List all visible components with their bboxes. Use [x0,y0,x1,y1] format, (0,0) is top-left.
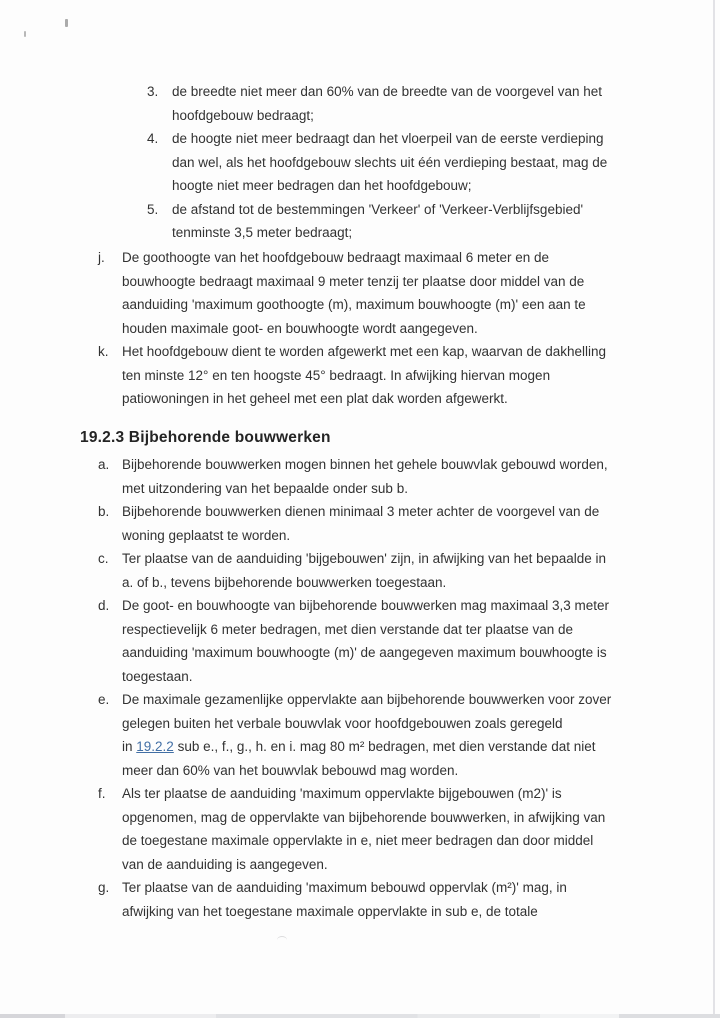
list-item [98,876,611,923]
text-line: patiowoningen in het geheel met een plat dak worden afgewerkt. [122,391,508,406]
text-line: De goot- en bouwhoogte van bijbehorende bouwwerken mag maximaal 3,3 meter [122,598,610,613]
text-line: Als ter plaatse de aanduiding 'maximum oppervlakte bijgebouwen (m2)' is [122,786,562,801]
item-marker: d. [98,598,110,613]
list-item [98,782,611,876]
text-line: hoogte niet meer bedragen dan het hoofdgebouw; [172,178,472,193]
item-marker: j. [98,250,105,265]
text-line: hoofdgebouw bedraagt; [172,107,314,123]
text-line: Ter plaatse van de aanduiding 'bijgebouwen' zijn, in afwijking van het bepaalde in [122,551,606,566]
list-item [147,80,607,127]
text-line: meer dan 60% van het bouwvlak bebouwd mag worden. [122,762,459,778]
text-line: tenminste 3,5 meter bedraagt; [172,225,353,240]
text-line: de breedte niet meer dan 60% van de breedte van de voorgevel van het [172,84,603,99]
item-marker: 3. [147,84,159,99]
item-text [122,876,611,923]
item-marker: f. [98,786,106,801]
text-line: gelegen buiten het verbale bouwvlak voor hoofdgebouwen zoals geregeld [122,715,563,731]
page-scan-bottom-shadow [0,1014,720,1018]
lettered-list-ag [98,453,611,923]
page-scan-edge-line [713,0,715,1018]
text-line: aanduiding 'maximum goothoogte (m), maximum bouwhoogte (m)' een aan te [122,297,586,312]
item-marker: c. [98,551,109,566]
text-line: Het hoofdgebouw dient te worden afgewerkt met een kap, waarvan de dakhelling [122,344,607,359]
item-text [122,547,611,594]
item-text [122,594,611,688]
list-item [147,127,607,198]
item-text [172,127,607,198]
list-item [98,340,606,411]
item-text [172,198,607,245]
list-item [147,198,607,245]
text-line: de afstand tot de bestemmingen 'Verkeer' of 'Verkeer-Verblijfsgebied' [172,201,584,217]
list-item [98,453,611,500]
text-line: De goothoogte van het hoofdgebouw bedraagt maximaal 6 meter en de [122,250,550,265]
text-line: bouwhoogte bedraagt maximaal 9 meter tenzij ter plaatse door middel van de [122,273,585,289]
text-segment: in [122,739,137,754]
scan-speck [277,936,287,944]
item-marker: g. [98,880,110,895]
item-marker: b. [98,504,110,519]
item-marker: 4. [147,131,159,146]
section-reference-link[interactable]: 19.2.2 [136,739,174,754]
item-text [122,500,611,547]
list-item [98,500,611,547]
item-marker: 5. [147,201,159,217]
text-line: dan wel, als het hoofdgebouw slechts uit één verdieping bestaat, mag de [172,154,608,170]
text-line: respectievelijk 6 meter bedragen, met dien verstande dat ter plaatse van de [122,621,574,637]
text-segment: sub e., f., g., h. en i. mag 80 m² bedragen, met dien verstande dat niet [173,739,596,754]
text-line: toegestaan. [122,668,193,684]
scan-speck [65,19,68,27]
text-line: a. of b., tevens bijbehorende bouwwerken toegestaan. [122,574,447,590]
item-text [122,688,611,782]
text-line: Bijbehorende bouwwerken mogen binnen het gehele bouwvlak gebouwd worden, [122,457,608,472]
text-line: De maximale gezamenlijke oppervlakte aan bijbehorende bouwwerken voor zover [122,692,612,707]
item-marker: a. [98,457,110,472]
text-line: afwijking van het toegestane maximale oppervlakte in sub e, de totale [122,903,538,919]
text-line: houden maximale goot- en bouwhoogte wordt aangegeven. [122,320,478,336]
item-text [122,246,606,340]
numbered-sublist [147,80,607,245]
text-line: Ter plaatse van de aanduiding 'maximum bebouwd oppervlak (m²)' mag, in [122,880,567,895]
list-item [98,547,611,594]
text-line [122,735,611,759]
list-item [98,246,606,340]
section-heading: 19.2.3 Bijbehorende bouwwerken [80,428,331,446]
item-text [122,453,611,500]
text-line: met uitzondering van het bepaalde onder sub b. [122,480,408,496]
list-item [98,594,611,688]
scan-speck [24,31,26,37]
item-marker: k. [98,344,109,359]
text-line: Bijbehorende bouwwerken dienen minimaal 3 meter achter de voorgevel van de [122,504,600,519]
lettered-list-jk [98,246,606,411]
text-line: aanduiding 'maximum bouwhoogte (m)' de aangegeven maximum bouwhoogte is [122,645,607,660]
item-text [172,80,607,127]
list-item [98,688,611,782]
text-line: de toegestane maximale oppervlakte in e, niet meer bedragen dan door middel [122,833,594,848]
text-line: opgenomen, mag de oppervlakte van bijbehorende bouwwerken, in afwijking van [122,809,606,825]
text-line: de hoogte niet meer bedraagt dan het vloerpeil van de eerste verdieping [172,131,604,146]
item-text [122,340,606,411]
item-marker: e. [98,692,110,707]
text-line: van de aanduiding is aangegeven. [122,856,328,872]
item-text [122,782,611,876]
text-line: woning geplaatst te worden. [122,527,291,543]
text-line: ten minste 12° en ten hoogste 45° bedraagt. In afwijking hiervan mogen [122,367,551,383]
